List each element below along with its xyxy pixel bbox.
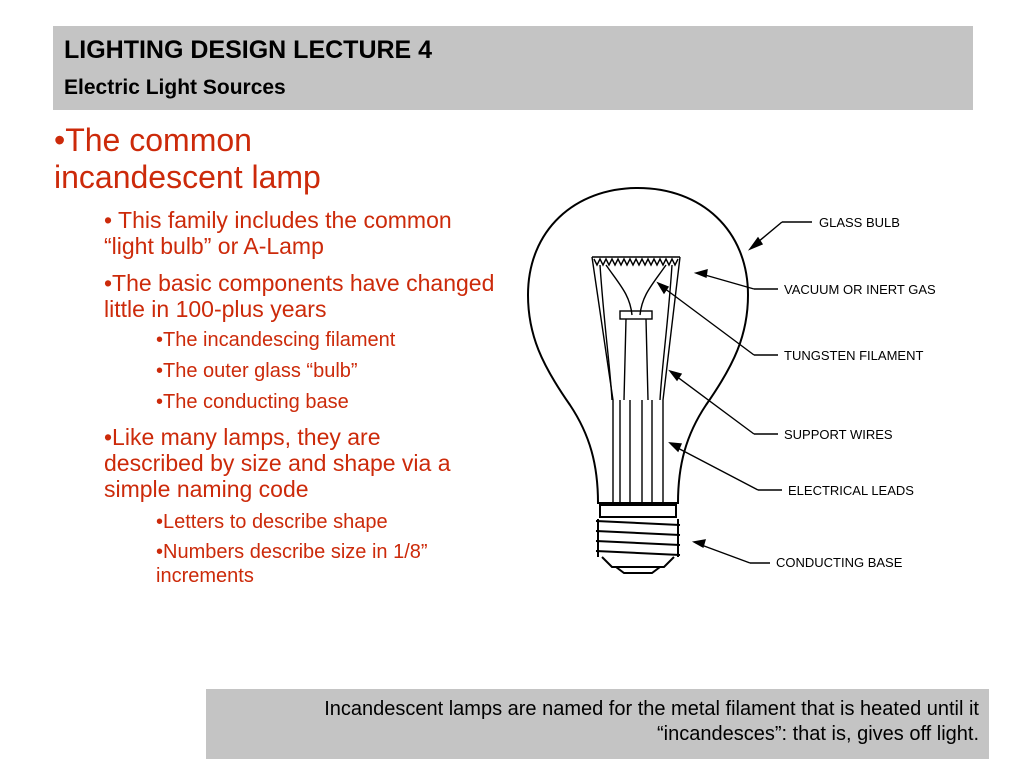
lamp-screw-base: [596, 505, 680, 573]
caption-box: Incandescent lamps are named for the metal filament that is heated until it “incandesces”: that is, gives off light.: [206, 689, 989, 759]
sub-bullet-letters: •Letters to describe shape: [156, 511, 388, 533]
label-tungsten-filament: TUNGSTEN FILAMENT: [784, 348, 924, 363]
lamp-diagram: [520, 185, 1000, 605]
title-bar: [53, 26, 973, 110]
bullet-naming: •Like many lamps, they are described by size and shape via a simple naming code: [104, 424, 451, 502]
slide-title: LIGHTING DESIGN LECTURE 4: [64, 36, 433, 64]
slide-subtitle: Electric Light Sources: [64, 76, 286, 99]
label-conducting-base: CONDUCTING BASE: [776, 555, 903, 570]
lamp-outline: [528, 188, 748, 503]
lamp-internals: [592, 257, 680, 503]
sub-bullet-base: •The conducting base: [156, 391, 349, 413]
sub-bullet-bulb: •The outer glass “bulb”: [156, 360, 358, 382]
bullet-components: •The basic components have changed little in 100-plus years: [104, 270, 495, 322]
main-bullet: •The common incandescent lamp: [54, 122, 321, 195]
leader-lines: [658, 222, 812, 563]
label-vacuum-gas: VACUUM OR INERT GAS: [784, 282, 936, 297]
label-electrical-leads: ELECTRICAL LEADS: [788, 483, 914, 498]
label-support-wires: SUPPORT WIRES: [784, 427, 893, 442]
label-glass-bulb: GLASS BULB: [819, 215, 900, 230]
bullet-family: • This family includes the common “light bulb” or A-Lamp: [104, 207, 452, 259]
sub-bullet-filament: •The incandescing filament: [156, 329, 396, 351]
sub-bullet-numbers: •Numbers describe size in 1/8” increments: [156, 541, 428, 587]
